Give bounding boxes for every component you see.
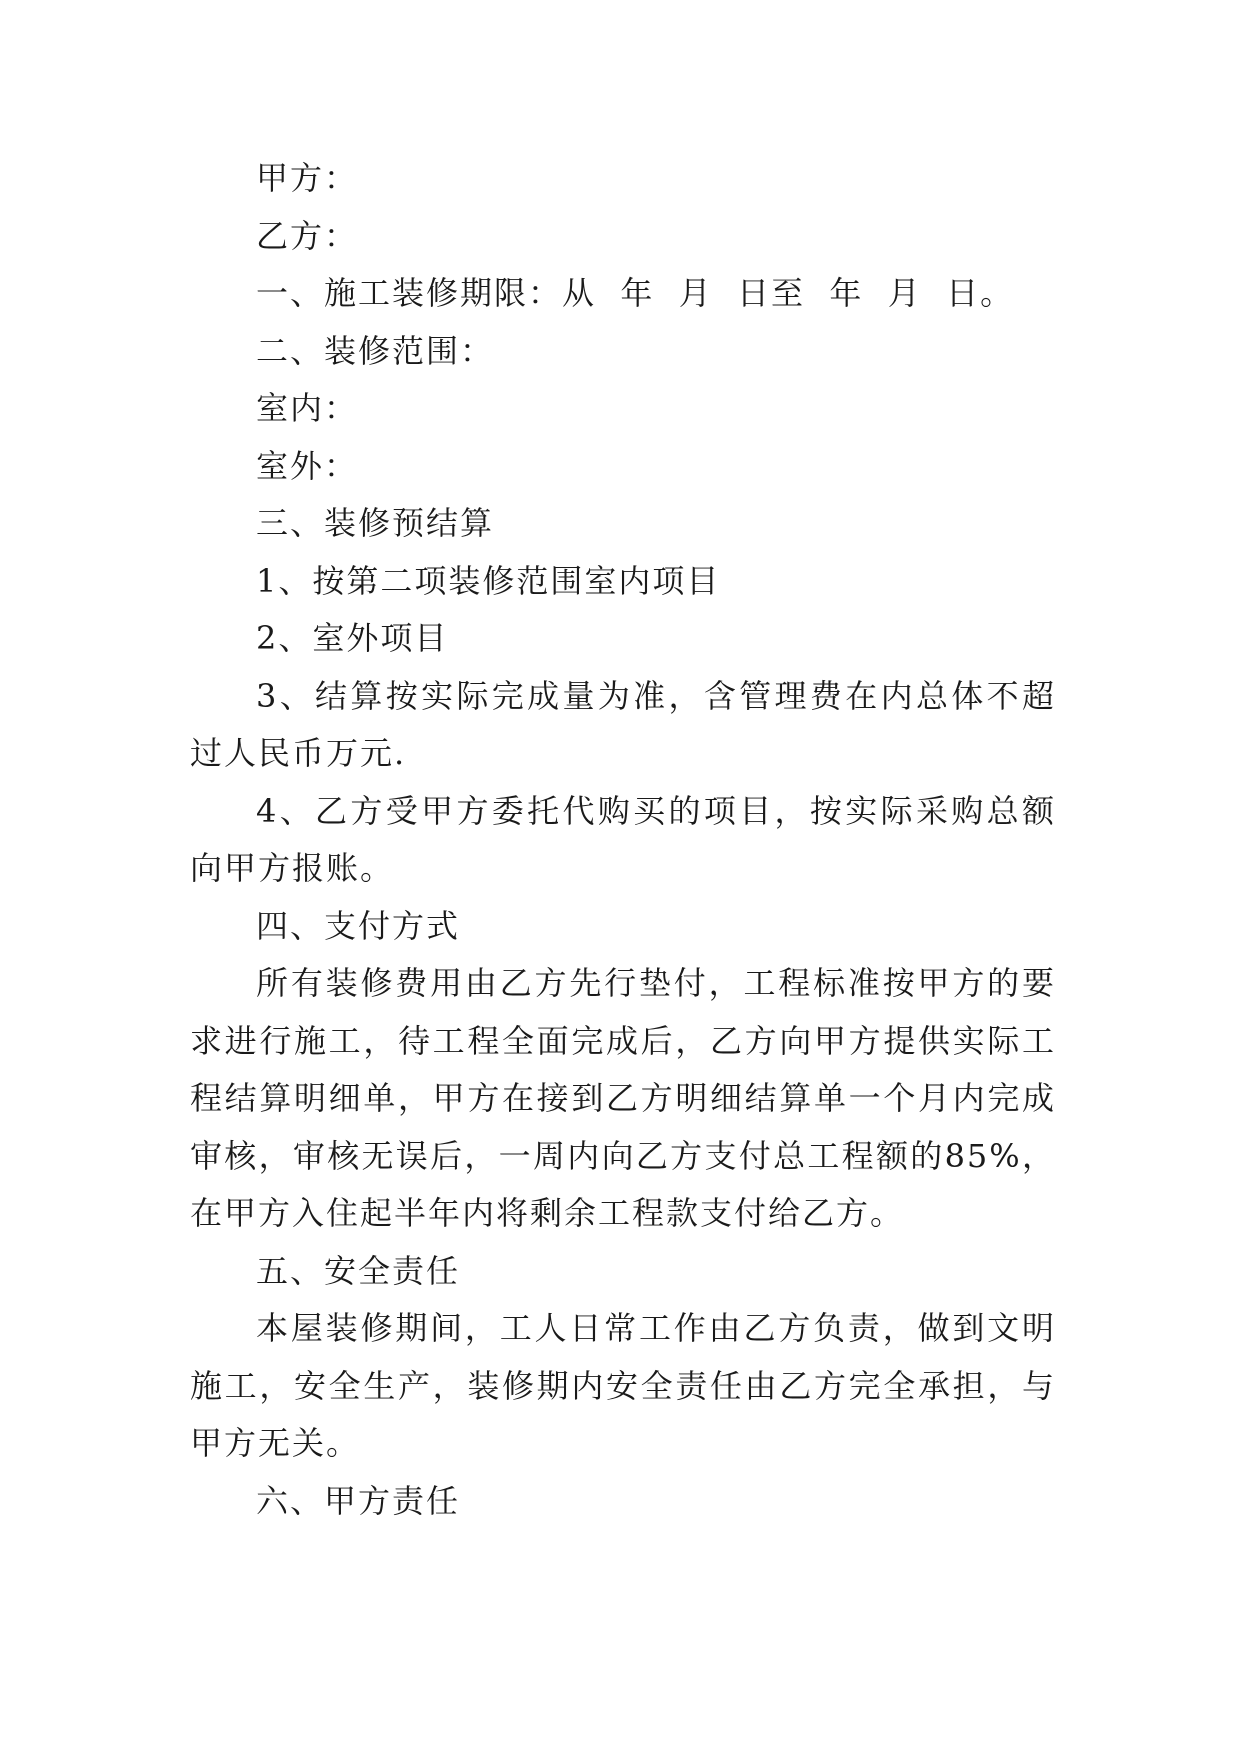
section-1-construction-period: 一、施工装修期限：从 年 月 日至 年 月 日。 — [256, 274, 1015, 312]
section-5-heading: 五、安全责任 — [256, 1251, 461, 1290]
section-6-heading: 六、甲方责任 — [256, 1481, 461, 1520]
document-page — [190, 150, 1056, 1530]
section-3-item-2: 2、室外项目 — [256, 619, 449, 657]
indoor-line: 室内： — [256, 389, 359, 427]
section-3-item-1: 1、按第二项装修范围室内项目 — [256, 561, 721, 600]
section-3-item-4: 4、乙方受甲方委托代购买的项目，按实际采购总额向甲方报账。 — [190, 791, 1056, 887]
section-5-body: 本屋装修期间，工人日常工作由乙方负责，做到文明施工，安全生产，装修期内安全责任由乙方完全承担，与甲方无关。 — [190, 1309, 1056, 1462]
section-4-heading: 四、支付方式 — [256, 906, 461, 945]
party-a-line: 甲方： — [256, 159, 359, 197]
section-2-heading: 二、装修范围： — [256, 331, 495, 370]
section-3-item-3: 3、结算按实际完成量为准，含管理费在内总体不超过人民币万元. — [190, 676, 1056, 772]
section-3-heading: 三、装修预结算 — [256, 504, 495, 542]
outdoor-line: 室外： — [256, 446, 359, 485]
party-b-line: 乙方： — [256, 216, 359, 255]
section-4-body: 所有装修费用由乙方先行垫付，工程标准按甲方的要求进行施工，待工程全面完成后，乙方向甲方提供实际工程结算明细单，甲方在接到乙方明细结算单一个月内完成审核，审核无误后，一周内向乙方支付总工程额的85%，在甲方入住起半年内将剩余工程款支付给乙方。 — [190, 964, 1056, 1232]
